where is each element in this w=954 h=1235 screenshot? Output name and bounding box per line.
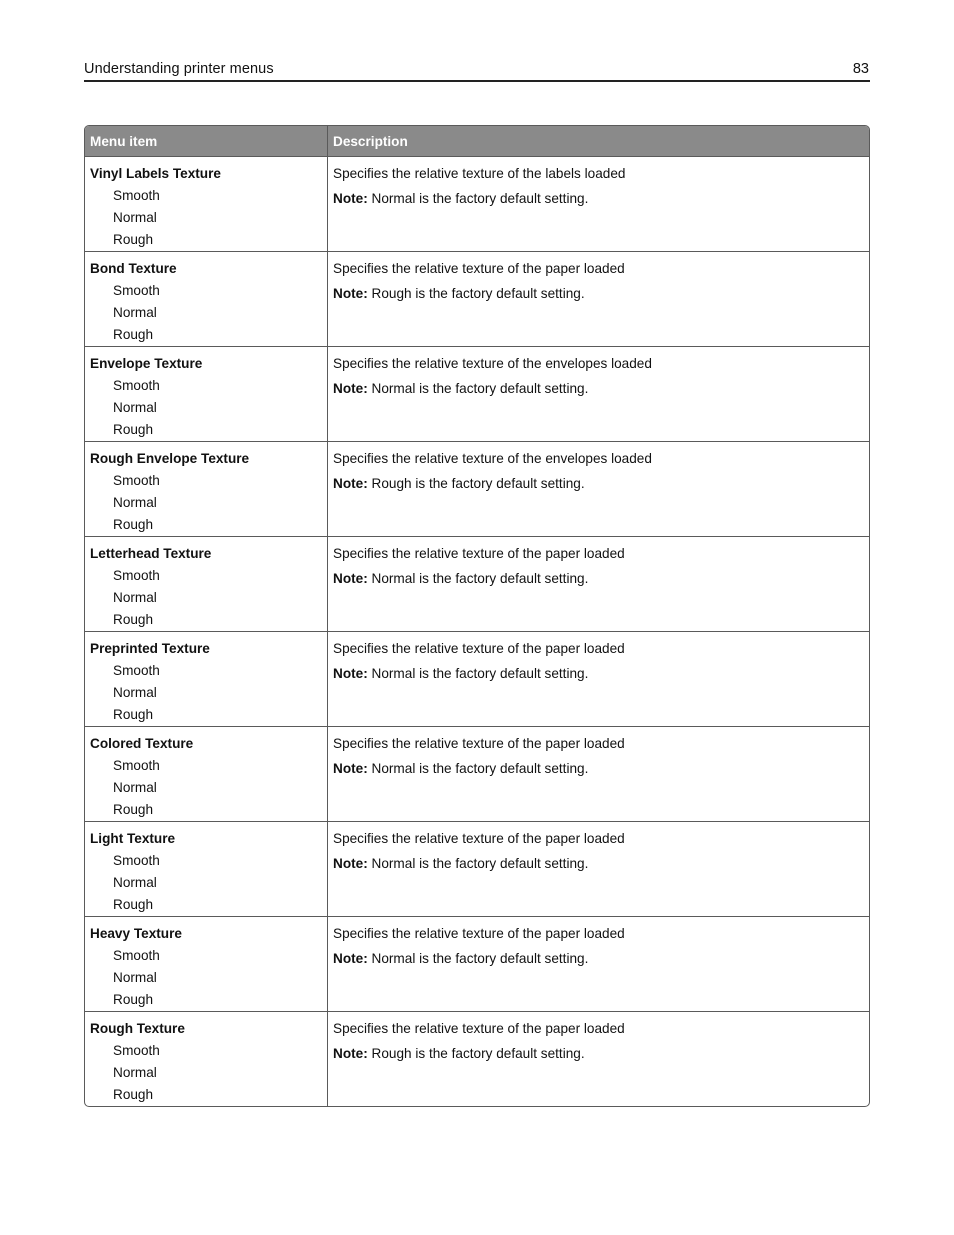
note-label: Note: — [333, 381, 368, 396]
menu-item-name: Letterhead Texture — [90, 546, 212, 561]
table-header-row — [85, 126, 869, 157]
menu-item-option: Smooth — [113, 948, 160, 963]
menu-item-option: Smooth — [113, 473, 160, 488]
note-line — [333, 1043, 864, 1068]
menu-item-option: Rough — [113, 327, 154, 342]
description-cell — [328, 727, 869, 822]
table-row — [85, 252, 869, 347]
menu-table — [84, 125, 870, 1107]
menu-item-option: Rough — [113, 612, 154, 627]
description-cell — [328, 822, 869, 917]
menu-item-cell — [85, 537, 328, 632]
description-text: Specifies the relative texture of the paper loaded — [333, 641, 625, 656]
note-label: Note: — [333, 666, 368, 681]
description-text: Specifies the relative texture of the paper loaded — [333, 926, 625, 941]
note-label: Note: — [333, 951, 368, 966]
table-row — [85, 1012, 869, 1106]
note-text: Rough is the factory default setting. — [371, 1046, 585, 1061]
menu-item-option: Rough — [113, 707, 154, 722]
note-label: Note: — [333, 761, 368, 776]
page-number: 83 — [852, 61, 869, 77]
menu-item-option: Smooth — [113, 283, 160, 298]
note-line — [333, 853, 864, 878]
note-line — [333, 948, 864, 973]
page-header-title: Understanding printer menus — [84, 61, 274, 77]
description-cell — [328, 252, 869, 347]
menu-item-option: Rough — [113, 232, 154, 247]
menu-item-cell — [85, 347, 328, 442]
menu-item-cell — [85, 442, 328, 537]
note-label: Note: — [333, 571, 368, 586]
column-header-description: Description — [328, 126, 869, 157]
description-cell — [328, 1012, 869, 1106]
description-text: Specifies the relative texture of the paper loaded — [333, 546, 625, 561]
table-row — [85, 157, 869, 252]
menu-item-option: Normal — [113, 590, 157, 605]
description-text: Specifies the relative texture of the paper loaded — [333, 1021, 625, 1036]
menu-item-name: Rough Envelope Texture — [90, 451, 250, 466]
menu-item-option: Normal — [113, 305, 157, 320]
table-row — [85, 632, 869, 727]
table-row — [85, 917, 869, 1012]
menu-item-option: Normal — [113, 875, 157, 890]
note-text: Normal is the factory default setting. — [371, 381, 589, 396]
table-body — [85, 157, 869, 1106]
menu-item-name: Bond Texture — [90, 261, 177, 276]
menu-item-cell — [85, 727, 328, 822]
menu-item-cell — [85, 822, 328, 917]
note-text: Normal is the factory default setting. — [371, 191, 589, 206]
note-line — [333, 283, 864, 308]
menu-item-option: Smooth — [113, 1043, 160, 1058]
description-text: Specifies the relative texture of the envelopes loaded — [333, 451, 652, 466]
table-row — [85, 727, 869, 822]
menu-item-option: Normal — [113, 685, 157, 700]
description-text: Specifies the relative texture of the paper loaded — [333, 261, 625, 276]
menu-item-option: Rough — [113, 802, 154, 817]
note-line — [333, 378, 864, 403]
menu-item-option: Normal — [113, 780, 157, 795]
description-cell — [328, 632, 869, 727]
menu-item-name: Heavy Texture — [90, 926, 182, 941]
description-cell — [328, 347, 869, 442]
menu-item-option: Normal — [113, 1065, 157, 1080]
menu-item-cell — [85, 917, 328, 1012]
menu-item-option: Normal — [113, 210, 157, 225]
description-text: Specifies the relative texture of the labels loaded — [333, 166, 626, 181]
menu-item-option: Smooth — [113, 378, 160, 393]
menu-item-option: Rough — [113, 517, 154, 532]
menu-item-option: Smooth — [113, 853, 160, 868]
note-text: Normal is the factory default setting. — [371, 951, 589, 966]
note-line — [333, 663, 864, 688]
table-row — [85, 822, 869, 917]
menu-item-name: Envelope Texture — [90, 356, 203, 371]
menu-item-option: Rough — [113, 1087, 154, 1102]
menu-item-cell — [85, 157, 328, 252]
description-text: Specifies the relative texture of the envelopes loaded — [333, 356, 652, 371]
description-cell — [328, 917, 869, 1012]
note-line — [333, 568, 864, 593]
menu-item-name: Light Texture — [90, 831, 176, 846]
note-text: Rough is the factory default setting. — [371, 286, 585, 301]
menu-item-option: Normal — [113, 400, 157, 415]
description-cell — [328, 157, 869, 252]
note-text: Normal is the factory default setting. — [371, 856, 589, 871]
note-label: Note: — [333, 1046, 368, 1061]
menu-item-cell — [85, 252, 328, 347]
description-cell — [328, 442, 869, 537]
note-text: Normal is the factory default setting. — [371, 666, 589, 681]
menu-item-option: Smooth — [113, 188, 160, 203]
table-row — [85, 347, 869, 442]
table-row — [85, 537, 869, 632]
description-text: Specifies the relative texture of the paper loaded — [333, 736, 625, 751]
menu-item-option: Normal — [113, 970, 157, 985]
note-line — [333, 758, 864, 783]
note-line — [333, 188, 864, 213]
menu-item-name: Preprinted Texture — [90, 641, 210, 656]
page-header — [84, 58, 870, 82]
menu-item-cell — [85, 1012, 328, 1106]
menu-item-name: Colored Texture — [90, 736, 194, 751]
menu-item-cell — [85, 632, 328, 727]
note-line — [333, 473, 864, 498]
menu-item-option: Rough — [113, 992, 154, 1007]
menu-item-option: Normal — [113, 495, 157, 510]
table-row — [85, 442, 869, 537]
menu-item-name: Vinyl Labels Texture — [90, 166, 221, 181]
note-text: Normal is the factory default setting. — [371, 571, 589, 586]
menu-item-option: Smooth — [113, 663, 160, 678]
note-label: Note: — [333, 476, 368, 491]
menu-item-option: Smooth — [113, 758, 160, 773]
description-cell — [328, 537, 869, 632]
column-header-menu-item: Menu item — [85, 126, 328, 157]
note-text: Rough is the factory default setting. — [371, 476, 585, 491]
menu-item-option: Rough — [113, 897, 154, 912]
note-label: Note: — [333, 856, 368, 871]
note-text: Normal is the factory default setting. — [371, 761, 589, 776]
menu-item-option: Rough — [113, 422, 154, 437]
note-label: Note: — [333, 191, 368, 206]
menu-item-option: Smooth — [113, 568, 160, 583]
note-label: Note: — [333, 286, 368, 301]
menu-item-name: Rough Texture — [90, 1021, 185, 1036]
description-text: Specifies the relative texture of the paper loaded — [333, 831, 625, 846]
